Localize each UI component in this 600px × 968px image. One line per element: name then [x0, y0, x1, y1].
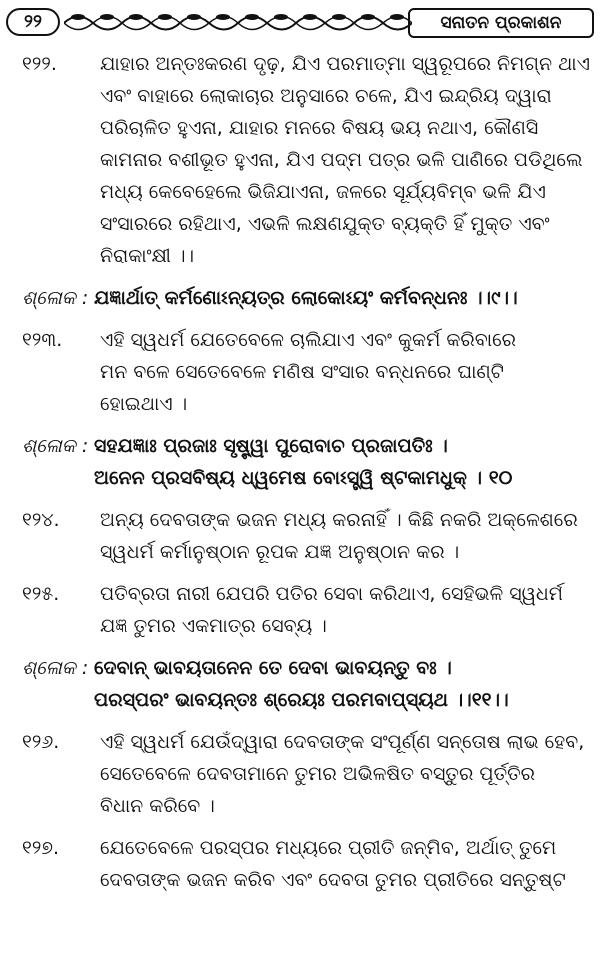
entry-line: ଏହି ସ୍ୱଧର୍ମ ଯେଉଁଦ୍ୱାରା ଦେବତାଙ୍କ ସଂପୂର୍ଣ୍ଣ ସନ୍ତୋଷ ଲାଭ ହେବ, [100, 731, 585, 753]
entry-line: ସ୍ୱଧର୍ମ କର୍ମାନୁଷ୍ଠାନ ରୂପକ ଯଜ୍ଞ ଅନୁଷ୍ଠାନ କର । [100, 541, 460, 563]
page-header [6, 6, 594, 40]
page-content [22, 48, 594, 906]
entry-number: ୧୨୬. [22, 731, 60, 753]
entry-line: ମଧ୍ୟ କେବେହେଲେ ଭିଜିଯାଏନା, ଜଳରେ ସୂର୍ଯ୍ୟବିମ୍ବ ଭଳି ଯିଏ [100, 181, 546, 203]
shloka-label: ଶ୍ଳୋକ : [22, 435, 89, 457]
entry-line: ଦେବତାଙ୍କ ଭଜନ କରିବ ଏବଂ ଦେବତା ତୁମର ପ୍ରୀତିରେ ସନ୍ତୁଷ୍ଟ [100, 869, 566, 891]
verse-entry-124 [22, 504, 594, 568]
entry-number: ୧୨୭. [22, 837, 60, 859]
verse-entry-126 [22, 726, 594, 822]
entry-line: ଏବଂ ବାହାରେ ଲୋକାଚାର ଅନୁସାରେ ଚଳେ, ଯିଏ ଇନ୍ଦ୍ରିୟ ଦ୍ୱାରା [100, 85, 552, 107]
entry-line: ଯାହାର ଅନ୍ତଃକରଣ ଦୃଢ଼, ଯିଏ ପରମାତ୍ମା ସ୍ୱରୂପରେ ନିମଗ୍ନ ଥାଏ [100, 53, 590, 75]
entry-line: ଯେତେବେଳେ ପରସ୍ପର ମଧ୍ୟରେ ପ୍ରୀତି ଜନ୍ମିବ, ଅର୍ଥାତ୍ ତୁମେ [100, 837, 557, 859]
publisher-label: ସନାତନ ପ୍ରକାଶନ [408, 8, 594, 38]
shloka-11 [22, 652, 594, 716]
shloka-label: ଶ୍ଳୋକ : [22, 287, 89, 309]
entry-line: ଯଜ୍ଞ ତୁମର ଏକମାତ୍ର ସେବ୍ୟ । [100, 615, 327, 637]
shloka-label: ଶ୍ଳୋକ : [22, 657, 89, 679]
verse-entry-122 [22, 48, 594, 272]
verse-entry-127 [22, 832, 594, 896]
verse-entry-125 [22, 578, 594, 642]
shloka-line: ଅନେନ ପ୍ରସବିଷ୍ୟ ଧ୍ୱମେଷ ବୋଽସ୍ତ୍ୱି ଷ୍ଟକାମଧୁକ୍ । ୧୦ [94, 467, 513, 489]
entry-line: କାମନାର ବଶୀଭୂତ ହୁଏନା, ଯିଏ ପଦ୍ମ ପତ୍ର ଭଳି ପାଣିରେ ପଡିଥିଲେ [100, 149, 583, 171]
shloka-10 [22, 430, 594, 494]
entry-number: ୧୨୩. [22, 329, 63, 351]
entry-line: ସଂସାରରେ ରହିଥାଏ, ଏଭଳି ଲକ୍ଷଣଯୁକ୍ତ ବ୍ୟକ୍ତି ହିଁ ମୁକ୍ତ ଏବଂ [100, 213, 550, 235]
shloka-line: ସହଯଜ୍ଞାଃ ପ୍ରଜାଃ ସୃଷ୍ଟ୍ୱା ପୁରୋବାଚ ପ୍ରଜାପତିଃ । [94, 435, 448, 457]
entry-number: ୧୨୪. [22, 509, 60, 531]
decorative-border-ornament [64, 10, 412, 36]
entry-line: ଅନ୍ୟ ଦେବତାଙ୍କ ଭଜନ ମଧ୍ୟ କରନାହିଁ । କିଛି ନକରି ଅକ୍ଳେଶରେ [100, 509, 578, 531]
shloka-line: ଦେବାନ୍ ଭାବୟତାନେନ ତେ ଦେବା ଭାବୟନ୍ତୁ ବଃ । [94, 657, 452, 679]
entry-line: ମନ ବଳେ ସେତେବେଳେ ମଣିଷ ସଂସାର ବନ୍ଧନରେ ଘାଣ୍ଟି [100, 361, 504, 383]
entry-line: ସେତେବେଳେ ଦେବତାମାନେ ତୁମର ଅଭିଳଷିତ ବସ୍ତୁର ପୂର୍ତ୍ତିର [100, 763, 536, 785]
entry-line: ବିଧାନ କରିବେ । [100, 795, 215, 817]
entry-number: ୧୨୨. [22, 53, 57, 75]
shloka-line: ପରସ୍ପରଂ ଭାବୟନ୍ତଃ ଶ୍ରେୟଃ ପରମବାପ୍ସ୍ୟଥ ।।୧୧।। [94, 689, 509, 711]
page-number: ୨୨ [6, 8, 60, 36]
shloka-9 [22, 282, 594, 314]
entry-line: ନିରାକାଂକ୍ଷୀ ।। [100, 245, 195, 267]
entry-number: ୧୨୫. [22, 583, 60, 605]
shloka-line: ଯଜ୍ଞାର୍ଥାତ୍ କର୍ମଣୋଽନ୍ୟତ୍ର ଲୋକୋଽୟଂ କର୍ମବନ୍ଧନଃ ।।୯।। [94, 287, 518, 309]
entry-line: ପରିଚାଳିତ ହୁଏନା, ଯାହାର ମନରେ ବିଷୟ ଭୟ ନଥାଏ, କୌଣସି [100, 117, 539, 139]
entry-line: ଏହି ସ୍ୱଧର୍ମ ଯେତେବେଳେ ଚାଲିଯାଏ ଏବଂ କୁକର୍ମ କରିବାରେ [100, 329, 516, 351]
entry-line: ପତିବ୍ରତା ନାରୀ ଯେପରି ପତିର ସେବା କରିଥାଏ, ସେହିଭଳି ସ୍ୱଧର୍ମ [100, 583, 564, 605]
verse-entry-123 [22, 324, 594, 420]
entry-line: ହୋଇଥାଏ । [100, 393, 188, 415]
